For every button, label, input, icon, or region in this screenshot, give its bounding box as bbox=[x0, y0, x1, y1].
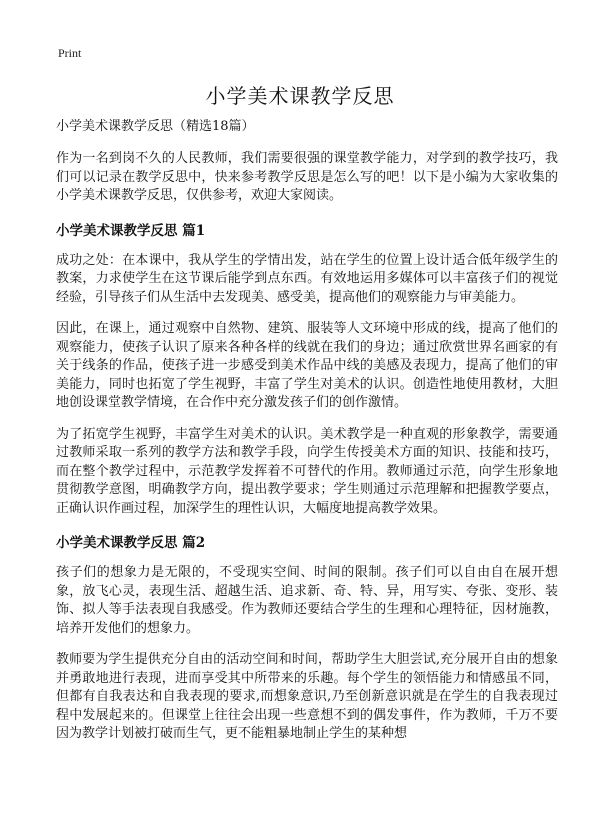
article-body bbox=[56, 118, 558, 757]
section-1-paragraph-2: 因此，在课上，通过观察中自然物、建筑、服装等人文环境中形成的线，提高了他们的观察能力，使孩子认识了原来各种各样的线就在我们的身边；通过欣赏世界名画家的有关于线条的作品，使孩子进一步感受到美术作品中线的美感及表现力，提高了他们的审美能力，同时也拓宽了学生视野，丰富了学生对美术的认识。创造性地使用教材，大胆地创设课堂教学情境，在合作中充分激发孩子们的创作激情。 bbox=[56, 321, 558, 410]
article-subtitle: 小学美术课教学反思（精选18篇） bbox=[56, 119, 255, 134]
section-1-paragraph-1: 成功之处：在本课中，我从学生的学情出发，站在学生的位置上设计适合低年级学生的教案，力求使学生在这节课后能学到点东西。有效地运用多媒体可以丰富孩子们的视觉经验，引导孩子们从生活中去发现美、感受美，提高他们的观察能力与审美能力。 bbox=[56, 252, 558, 305]
section-2-paragraph-1: 孩子们的想象力是无限的，不受现实空间、时间的限制。孩子们可以自由自在展开想象，放飞心灵，表现生活、超越生活、追求新、奇、特、异，用写实、夸张、变形、装饰、拟人等手法表现自我感受。作为教师还要结合学生的生理和心理特征，因材施教，培养开发他们的想象力。 bbox=[56, 565, 558, 636]
intro-paragraph: 作为一名到岗不久的人民教师，我们需要很强的课堂教学能力，对学到的教学技巧，我们可以记录在教学反思中，快来参考教学反思是怎么写的吧！以下是小编为大家收集的小学美术课教学反思，仅供参考，欢迎大家阅读。 bbox=[56, 151, 558, 203]
section-2-paragraph-2: 教师要为学生提供充分自由的活动空间和时间，帮助学生大胆尝试,充分展开自由的想象并勇敢地进行表现，进而享受其中所带来的乐趣。每个学生的领悟能力和情感虽不同，但都有自我表达和自我表现的要求,而想象意识,乃至创新意识就是在学生的自我表现过程中发展起来的。但课堂上往往会出现一些意想不到的偶发事件，作为教师，千万不要因为教学计划被打破而生气，更不能粗暴地制止学生的某种想 bbox=[56, 652, 558, 741]
section-heading-1: 小学美术课教学反思 篇1 bbox=[56, 222, 206, 239]
print-link[interactable]: Print bbox=[58, 46, 82, 60]
page-title: 小学美术课教学反思 bbox=[205, 84, 395, 108]
section-1-paragraph-3: 为了拓宽学生视野，丰富学生对美术的认识。美术教学是一种直观的形象教学，需要通过教师采取一系列的教学方法和教学手段，向学生传授美术方面的知识、技能和技巧，而在整个教学过程中，示范教学发挥着不可替代的作用。教师通过示范，向学生形象地贯彻教学意图，明确教学方向，提出教学要求；学生则通过示范理解和把握教学要点，正确认识作画过程，加深学生的理性认识，大幅度地提高教学效果。 bbox=[56, 426, 558, 516]
section-heading-2: 小学美术课教学反思 篇2 bbox=[56, 535, 206, 551]
